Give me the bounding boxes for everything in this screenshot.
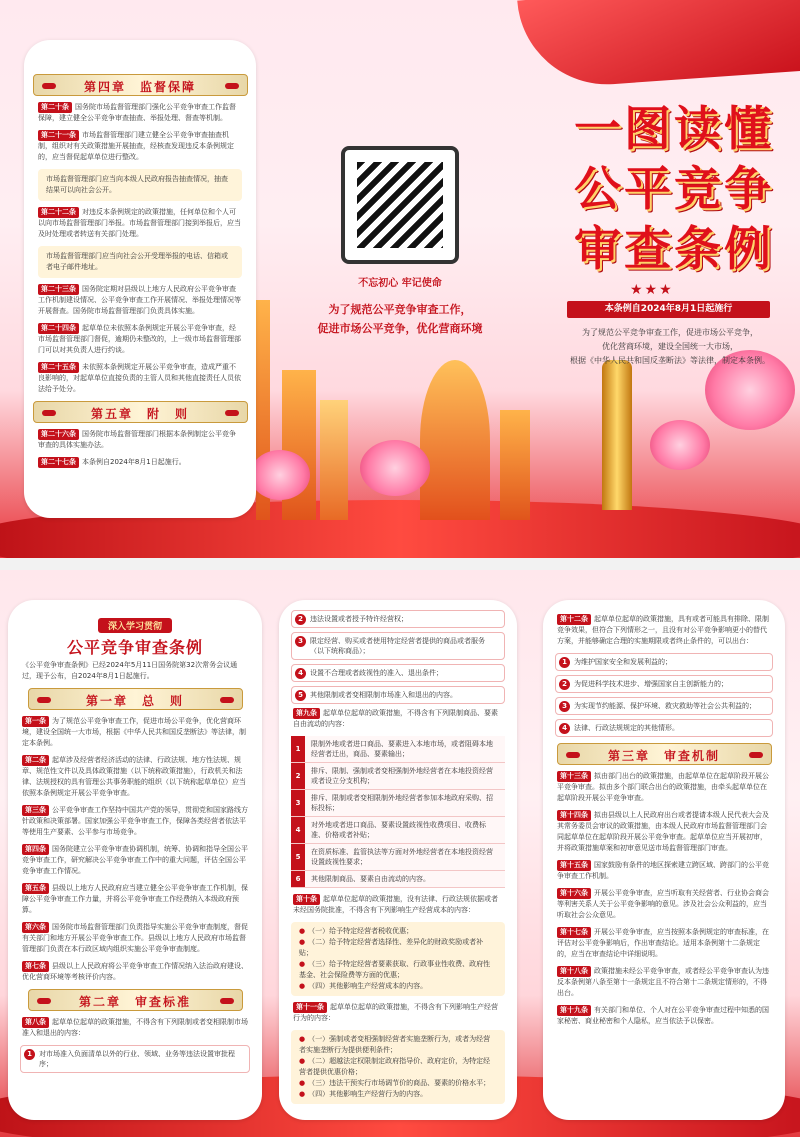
article-text: 国务院建立公平竞争审查协调机制，统筹、协调和指导全国公平竞争审查工作，研究解决公平竞争审查工作中的重大问题，评估全国公平竞争审查工作情况。 bbox=[22, 845, 248, 875]
brochure-outside-spread bbox=[0, 0, 800, 558]
article-tag: 第二条 bbox=[22, 755, 49, 766]
chapter-title: 第一章 总 则 bbox=[85, 694, 184, 708]
article-text: 国家鼓励有条件的地区探索建立跨区域、跨部门的公平竞争审查工作机制。 bbox=[557, 861, 769, 880]
panel-review-standards bbox=[279, 600, 517, 1120]
article-text: 起草单位起草的政策措施，不得含有下列影响生产经营行为的内容： bbox=[293, 1003, 498, 1022]
grid-item bbox=[291, 736, 505, 763]
qr-code-pattern bbox=[357, 162, 443, 248]
grid-item bbox=[291, 763, 505, 790]
article-tag: 第九条 bbox=[293, 708, 320, 719]
list-item bbox=[291, 664, 505, 682]
article-text: 国务院市场监督管理部门负责指导实施公平竞争审查制度，督促有关部门和地方开展公平竞争审查工作。县级以上地方人民政府市场监督管理部门负责在本行政区域内组织实施公平竞争审查制度。 bbox=[22, 923, 248, 953]
article-tag: 第十六条 bbox=[557, 888, 591, 899]
list-text: 为实现节约能源、保护环境、救灾救助等社会公共利益的； bbox=[574, 702, 756, 710]
article bbox=[22, 755, 248, 799]
grid-text: 排斥、限制、强制或者变相强制外地经营者在本地投资经营或者设立分支机构； bbox=[305, 763, 505, 789]
sub-clause bbox=[299, 959, 497, 981]
article bbox=[557, 810, 771, 854]
list-text: 为促进科学技术进步、增强国家自主创新能力的； bbox=[574, 680, 728, 688]
article-tag: 第十条 bbox=[293, 894, 320, 905]
article bbox=[38, 323, 242, 356]
list-number: 2 bbox=[559, 679, 570, 690]
cover-intro-line: 优化营商环境，建设全国统一大市场， bbox=[602, 342, 738, 351]
grid-text: 在资质标准、监管执法等方面对外地经营者在本地投资经营设置歧视性要求； bbox=[305, 844, 505, 870]
list-number: 4 bbox=[295, 668, 306, 679]
article bbox=[22, 1017, 248, 1039]
list-text: 为维护国家安全和发展利益的； bbox=[574, 658, 672, 666]
list-number: 1 bbox=[24, 1049, 35, 1060]
cover-intro-line: 根据《中华人民共和国反垄断法》等法律，制定本条例。 bbox=[570, 356, 770, 365]
article-text: 对违反本条例规定的政策措施，任何单位和个人可以向市场监督管理部门举报。市场监督管理部门接到举报后，应当及时处理或者转送有关部门处理。 bbox=[38, 208, 241, 238]
list-text: 对市场准入负面清单以外的行业、领域、业务等违法设置审批程序； bbox=[39, 1050, 235, 1068]
article-tag: 第一条 bbox=[22, 716, 49, 727]
article bbox=[557, 1005, 771, 1027]
chapter-header bbox=[33, 74, 248, 96]
article-tag: 第八条 bbox=[22, 1017, 49, 1028]
peony-flower-icon bbox=[360, 440, 430, 496]
chapter-title: 第二章 审查标准 bbox=[78, 995, 191, 1009]
bullet-icon: ● bbox=[299, 1090, 306, 1098]
article-tag: 第十二条 bbox=[557, 614, 591, 625]
grid-text: 排斥、限制或者变相限制外地经营者参加本地政府采购、招标投标； bbox=[305, 790, 505, 816]
sub-clause bbox=[299, 926, 497, 937]
article-tag: 第七条 bbox=[22, 961, 49, 972]
article-tag: 第十七条 bbox=[557, 927, 591, 938]
article bbox=[22, 716, 248, 749]
sub-clause bbox=[299, 1056, 497, 1078]
article bbox=[557, 927, 771, 960]
panel-chapter-4-5 bbox=[24, 40, 256, 518]
list-text: 限定经营、购买或者使用特定经营者提供的商品或者服务（以下统称商品）； bbox=[310, 637, 485, 655]
chapter-header bbox=[557, 743, 772, 765]
cover-intro bbox=[560, 326, 780, 368]
grid-text: 限制外地或者进口商品、要素进入本地市场，或者阻碍本地经营者迁出，商品、要素输出； bbox=[305, 736, 505, 762]
article-text: 有关部门和单位、个人对在公平竞争审查过程中知悉的国家秘密、商业秘密和个人隐私，应当依法予以保密。 bbox=[557, 1006, 769, 1025]
sub-clause-text: （三）给予特定经营者要素获取、行政事业性收费、政府性基金、社会保险费等方面的优惠； bbox=[299, 960, 491, 979]
sub-clause-text: （三）违法干预实行市场调节价的商品、要素的价格水平； bbox=[308, 1079, 491, 1087]
bullet-icon: ● bbox=[299, 1035, 306, 1043]
article-text: 国务院市场监督管理部门根据本条例制定公平竞争审查的具体实施办法。 bbox=[38, 430, 236, 449]
article-text: 为了规范公平竞争审查工作，促进市场公平竞争，优化营商环境，建设全国统一大市场，根据《中华人民共和国反垄断法》等法律，制定本条例。 bbox=[22, 717, 246, 747]
bullet-icon: ● bbox=[299, 1057, 306, 1065]
article bbox=[557, 614, 771, 647]
grid-number: 6 bbox=[291, 871, 305, 887]
building-icon bbox=[500, 410, 530, 520]
bullet-icon: ● bbox=[299, 1079, 306, 1087]
sub-clause bbox=[299, 1034, 497, 1056]
chapter-title: 第四章 监督保障 bbox=[83, 80, 196, 94]
article-text: 拟由部门出台的政策措施，由起草单位在起草阶段开展公平竞争审查。拟由多个部门联合出台的政策措施，由牵头起草单位在起草阶段开展公平竞争审查。 bbox=[557, 772, 769, 802]
article bbox=[293, 894, 503, 916]
list-number: 3 bbox=[559, 701, 570, 712]
article-text: 国务院定期对县级以上地方人民政府公平竞争审查工作机制建设情况、公平竞争审查工作开展情况、举报处理情况等开展督查。国务院市场监督管理部门负责具体实施。 bbox=[38, 285, 241, 315]
cover-subtitle-line: 促进市场公平竞争，优化营商环境 bbox=[317, 322, 483, 335]
list-number: 1 bbox=[559, 657, 570, 668]
article-text: 国务院市场监督管理部门强化公平竞争审查工作监督保障，建立健全公平竞争审查抽查、举报处理、督查等机制。 bbox=[38, 103, 236, 122]
ribbon-decoration bbox=[517, 0, 800, 90]
article-tag: 第二十三条 bbox=[38, 284, 79, 295]
cover-intro-line: 为了规范公平竞争审查工作，促进市场公平竞争， bbox=[582, 328, 758, 337]
cover-subtitle-line: 为了规范公平竞争审查工作， bbox=[328, 303, 472, 316]
qr-code[interactable] bbox=[341, 146, 459, 264]
study-badge: 深入学习贯彻 bbox=[98, 618, 172, 633]
sub-clause bbox=[299, 1078, 497, 1089]
article-text: 市场监督管理部门建立健全公平竞争审查抽查机制，组织对有关政策措施开展抽查，经核查发现违反本条例规定的，应当督促起草单位进行整改。 bbox=[38, 131, 234, 161]
list-item bbox=[291, 632, 505, 660]
sub-clause bbox=[299, 981, 497, 992]
article bbox=[38, 284, 242, 317]
bullet-icon: ● bbox=[299, 938, 306, 946]
article-tag: 第十五条 bbox=[557, 860, 591, 871]
article-text: 县级以上地方人民政府应当建立健全公平竞争审查工作机制，保障公平竞争审查工作力量，并将公平竞争审查工作经费纳入本级政府预算。 bbox=[22, 884, 248, 914]
article-text: 未依照本条例规定开展公平竞争审查，造成严重不良影响的，对起草单位直接负责的主管人员和其他直接责任人员依法给予处分。 bbox=[38, 363, 241, 393]
article bbox=[557, 860, 771, 882]
article-tag: 第十九条 bbox=[557, 1005, 591, 1016]
list-text: 其他限制或者变相限制市场准入和退出的内容。 bbox=[310, 691, 457, 699]
article-tag: 第六条 bbox=[22, 922, 49, 933]
panel-chapter-1-2 bbox=[8, 600, 262, 1120]
sub-clause-text: （一）给予特定经营者税收优惠； bbox=[308, 927, 414, 935]
article bbox=[557, 888, 771, 921]
article-tag: 第二十一条 bbox=[38, 130, 79, 141]
article-text: 县级以上人民政府将公平竞争审查工作情况纳入法治政府建设、优化营商环境等考核评价内容。 bbox=[22, 962, 248, 981]
article bbox=[38, 362, 242, 395]
list-number: 4 bbox=[559, 723, 570, 734]
grid-number: 2 bbox=[291, 763, 305, 789]
slogan: 不忘初心 牢记使命 bbox=[358, 278, 442, 289]
list-text: 设置不合理或者歧视性的准入、退出条件； bbox=[310, 669, 443, 677]
article-text: 公平竞争审查工作坚持中国共产党的领导，贯彻党和国家路线方针政策和决策部署。国家加强公平竞争审查工作，保障各类经营者依法平等使用生产要素、公平参与市场竞争。 bbox=[22, 806, 248, 836]
cover-title-line: 一图读懂 bbox=[574, 102, 774, 157]
list-number: 2 bbox=[295, 614, 306, 625]
article-tag: 第二十条 bbox=[38, 102, 72, 113]
note-box: 市场监督管理部门应当向本级人民政府报告抽查情况，抽查结果可以向社会公开。 bbox=[38, 169, 242, 201]
article bbox=[22, 844, 248, 877]
chapter-title: 第三章 审查机制 bbox=[607, 749, 720, 763]
list-number: 5 bbox=[295, 690, 306, 701]
list-item bbox=[291, 686, 505, 704]
list-item bbox=[20, 1045, 250, 1073]
article-tag: 第二十四条 bbox=[38, 323, 79, 334]
article bbox=[557, 771, 771, 804]
sub-clause-text: （二）给予特定经营者选择性、差异化的财政奖励或者补贴； bbox=[299, 938, 484, 957]
article-text: 起草单位起草的政策措施，没有法律、行政法规依据或者未经国务院批准，不得含有下列影响生产经营成本的内容： bbox=[293, 895, 498, 914]
article-tag: 第四条 bbox=[22, 844, 49, 855]
article-text: 拟由县级以上人民政府出台或者提请本级人民代表大会及其常务委员会审议的政策措施，由本级人民政府市场监督管理部门会同起草单位在起草阶段开展公平竞争审查。起草单位应当开展初审，并将政策措施草案和初审意见送市场监督管理部门审查。 bbox=[557, 811, 769, 852]
brochure-inside-spread bbox=[0, 570, 800, 1137]
article bbox=[38, 429, 242, 451]
regulation-title-block bbox=[8, 614, 262, 658]
chapter-title: 第五章 附 则 bbox=[90, 407, 189, 421]
article-tag: 第十四条 bbox=[557, 810, 591, 821]
grid-item bbox=[291, 871, 505, 888]
sub-clause-text: （二）超越法定权限制定政府指导价、政府定价，为特定经营者提供优惠价格； bbox=[299, 1057, 491, 1076]
article bbox=[293, 1002, 503, 1024]
grid-number: 3 bbox=[291, 790, 305, 816]
grid-number: 1 bbox=[291, 736, 305, 762]
building-icon bbox=[320, 400, 348, 520]
sub-clause-box bbox=[291, 922, 505, 996]
article-tag: 第三条 bbox=[22, 805, 49, 816]
article-tag: 第十八条 bbox=[557, 966, 591, 977]
grid-item bbox=[291, 790, 505, 817]
stars-decoration: ★★★ bbox=[630, 282, 674, 298]
grid-number: 5 bbox=[291, 844, 305, 870]
list-item bbox=[555, 675, 773, 693]
grid-text: 其他限制商品、要素自由流动的内容。 bbox=[305, 871, 505, 887]
article bbox=[22, 922, 248, 955]
cover-subtitle bbox=[280, 300, 520, 338]
preface: 《公平竞争审查条例》已经2024年5月11日国务院第32次常务会议通过，现予公布，自2024年8月1日起施行。 bbox=[22, 661, 238, 680]
article-text: 起草单位起草的政策措施，不得含有下列限制或者变相限制市场准入和退出的内容： bbox=[22, 1018, 248, 1037]
article bbox=[557, 966, 771, 999]
article-tag: 第五条 bbox=[22, 883, 49, 894]
list-item bbox=[555, 653, 773, 671]
grid-item bbox=[291, 817, 505, 844]
bullet-icon: ● bbox=[299, 960, 306, 968]
sub-clause-text: （一）强制或者变相强制经营者实施垄断行为，或者为经营者实施垄断行为提供便利条件； bbox=[299, 1035, 491, 1054]
list-item bbox=[555, 697, 773, 715]
article bbox=[38, 207, 242, 240]
article-text: 开展公平竞争审查，应当听取有关经营者、行业协会商会等利害关系人关于公平竞争影响的意见。涉及社会公众利益的，应当听取社会公众意见。 bbox=[557, 889, 769, 919]
article-text: 起草单位起草的政策措施，不得含有下列限制商品、要素自由流动的内容： bbox=[293, 709, 498, 728]
article-tag: 第二十二条 bbox=[38, 207, 79, 218]
article bbox=[293, 708, 503, 730]
article bbox=[22, 961, 248, 983]
effective-date-bar: 本条例自2024年8月1日起施行 bbox=[567, 301, 770, 318]
article-text: 政策措施未经公平竞争审查，或者经公平竞争审查认为违反本条例第八条至第十一条规定且不符合第十二条规定情形的，不得出台。 bbox=[557, 967, 769, 997]
sub-clause bbox=[299, 937, 497, 959]
cover-title-line: 公平竞争 bbox=[574, 162, 774, 217]
chapter-header bbox=[28, 989, 243, 1011]
list-number: 3 bbox=[295, 636, 306, 647]
grid-item bbox=[291, 844, 505, 871]
sub-clause-text: （四）其他影响生产经营成本的内容。 bbox=[308, 982, 428, 990]
article-tag: 第二十七条 bbox=[38, 457, 79, 468]
article bbox=[22, 805, 248, 838]
panel-review-mechanism bbox=[543, 600, 785, 1120]
sub-clause bbox=[299, 1089, 497, 1100]
regulation-title: 公平竞争审查条例 bbox=[66, 638, 203, 657]
chapter-header bbox=[33, 401, 248, 423]
huabiao-monument-icon bbox=[602, 360, 632, 510]
article-tag: 第二十五条 bbox=[38, 362, 79, 373]
list-text: 法律、行政法规规定的其他情形。 bbox=[574, 724, 679, 732]
peony-flower-icon bbox=[250, 450, 310, 500]
grid-text: 对外地或者进口商品、要素设置歧视性收费项目、收费标准、价格或者补贴； bbox=[305, 817, 505, 843]
bullet-icon: ● bbox=[299, 982, 306, 990]
article bbox=[38, 130, 242, 163]
list-text: 违法设置或者授予特许经营权； bbox=[310, 615, 408, 623]
sub-clause-box bbox=[291, 1030, 505, 1104]
article-text: 起草单位未依照本条例规定开展公平竞争审查，经市场监督管理部门督促，逾期仍未整改的，上一级市场监督管理部门可以对其负责人进行约谈。 bbox=[38, 324, 241, 354]
note-box: 市场监督管理部门应当向社会公开受理举报的电话、信箱或者电子邮件地址。 bbox=[38, 246, 242, 278]
grid-number: 4 bbox=[291, 817, 305, 843]
article bbox=[38, 457, 242, 468]
sub-clause-text: （四）其他影响生产经营行为的内容。 bbox=[308, 1090, 428, 1098]
article-text: 起草涉及经营者经济活动的法律、行政法规、地方性法规、规章、规范性文件以及具体政策措施（以下统称政策措施），行政机关和法律、法规授权的具有管理公共事务职能的组织（以下统称起草单位）应当依照本条例规定开展公平竞争审查。 bbox=[22, 756, 246, 797]
article-text: 开展公平竞争审查，应当按照本条例规定的审查标准，在评估对公平竞争影响后，作出审查结论。适用本条例第十二条规定的，应当在审查结论中详细说明。 bbox=[557, 928, 769, 958]
article bbox=[38, 102, 242, 124]
article-tag: 第十三条 bbox=[557, 771, 591, 782]
list-item bbox=[555, 719, 773, 737]
article-text: 本条例自2024年8月1日起施行。 bbox=[82, 458, 186, 466]
article-tag: 第二十六条 bbox=[38, 429, 79, 440]
chapter-header bbox=[28, 688, 243, 710]
bullet-icon: ● bbox=[299, 927, 306, 935]
article bbox=[22, 883, 248, 916]
article-text: 起草单位起草的政策措施，具有或者可能具有排除、限制竞争效果，但符合下列情形之一，且没有对公平竞争影响更小的替代方案，并能够确定合理的实施期限或者终止条件的，可以出台： bbox=[557, 615, 769, 645]
list-item bbox=[291, 610, 505, 628]
article-tag: 第十一条 bbox=[293, 1002, 327, 1013]
peony-flower-icon bbox=[650, 420, 710, 470]
cover-title-line: 审查条例 bbox=[574, 222, 774, 277]
dome-building-icon bbox=[420, 360, 490, 520]
